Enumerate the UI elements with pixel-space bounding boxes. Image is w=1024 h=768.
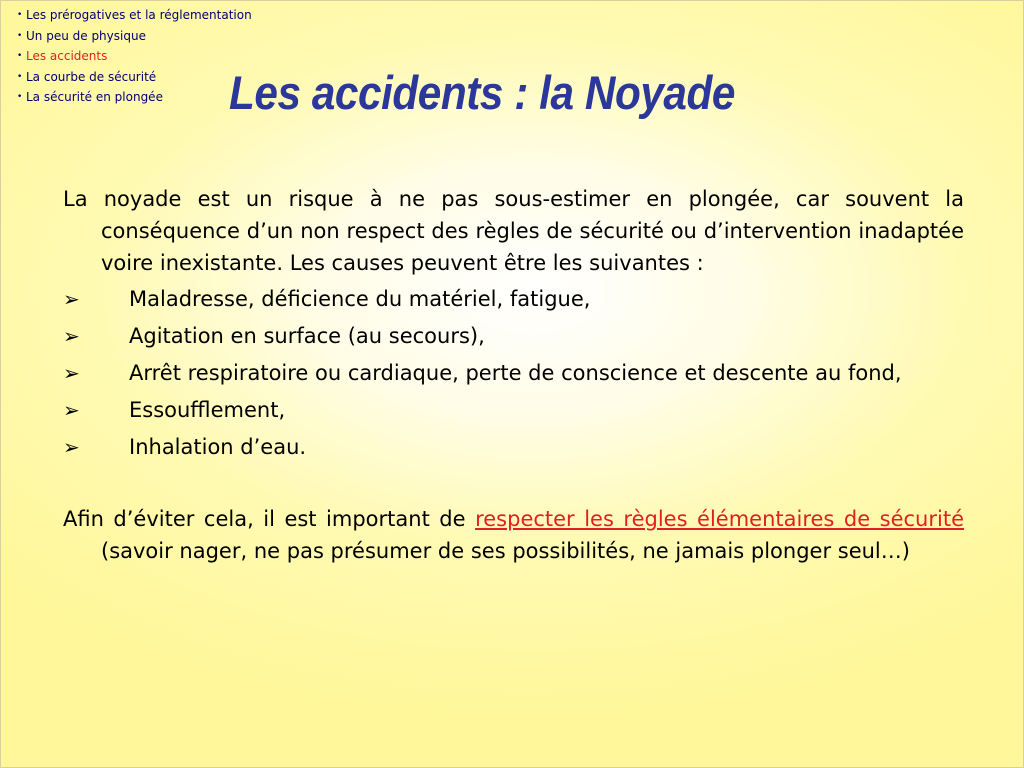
list-item-text: Arrêt respiratoire ou cardiaque, perte de conscience et descente au fond, <box>129 361 902 385</box>
arrow-bullet-icon: ➢ <box>63 324 80 348</box>
arrow-bullet-icon: ➢ <box>63 361 80 385</box>
list-item <box>63 320 964 352</box>
list-item-text: Essoufflement, <box>129 398 286 422</box>
nav-item-label: La courbe de sécurité <box>26 69 157 84</box>
list-item <box>63 394 964 426</box>
causes-list <box>63 283 964 463</box>
conclusion-text: Afin d’éviter cela, il est important de <box>63 507 476 531</box>
list-item <box>63 283 964 315</box>
nav-item-physique[interactable] <box>17 26 252 47</box>
conclusion-paragraph <box>63 503 964 567</box>
arrow-bullet-icon: ➢ <box>63 287 80 311</box>
nav-item-securite-plongee[interactable] <box>17 87 252 108</box>
bullet-icon: • <box>17 71 23 82</box>
slide-title: Les accidents : la Noyade <box>229 66 735 119</box>
list-item-text: Agitation en surface (au secours), <box>129 324 485 348</box>
list-item <box>63 357 964 389</box>
arrow-bullet-icon: ➢ <box>63 435 80 459</box>
list-item-text: Inhalation d’eau. <box>129 435 307 459</box>
conclusion-text-end: (savoir nager, ne pas présumer de ses possibilités, ne jamais plonger seul…) <box>101 539 910 563</box>
nav-item-label: Les accidents <box>26 49 108 63</box>
bullet-icon: • <box>17 10 23 20</box>
list-item <box>63 431 964 463</box>
bullet-icon: • <box>17 51 23 61</box>
nav-item-label: Un peu de physique <box>26 28 146 43</box>
bullet-icon: • <box>17 92 23 102</box>
section-nav <box>17 5 252 108</box>
safety-rules-highlight: respecter les règles élémentaires de sécurité <box>475 507 964 531</box>
list-item-text: Maladresse, déficience du matériel, fatigue, <box>129 287 591 311</box>
nav-item-label: La sécurité en plongée <box>26 90 163 104</box>
intro-paragraph: La noyade est un risque à ne pas sous-estimer en plongée, car souvent la conséquence d’un non respect des règles de sécurité ou d’intervention inadaptée voire inexistante. Les causes peuvent être les suivantes : <box>63 187 964 275</box>
slide-body <box>63 183 964 567</box>
nav-item-label: Les prérogatives et la réglementation <box>26 8 252 22</box>
nav-item-prerogatives[interactable] <box>17 5 252 26</box>
nav-item-accidents[interactable] <box>17 46 252 67</box>
bullet-icon: • <box>17 30 23 41</box>
arrow-bullet-icon: ➢ <box>63 398 80 422</box>
nav-item-courbe-securite[interactable] <box>17 67 252 88</box>
